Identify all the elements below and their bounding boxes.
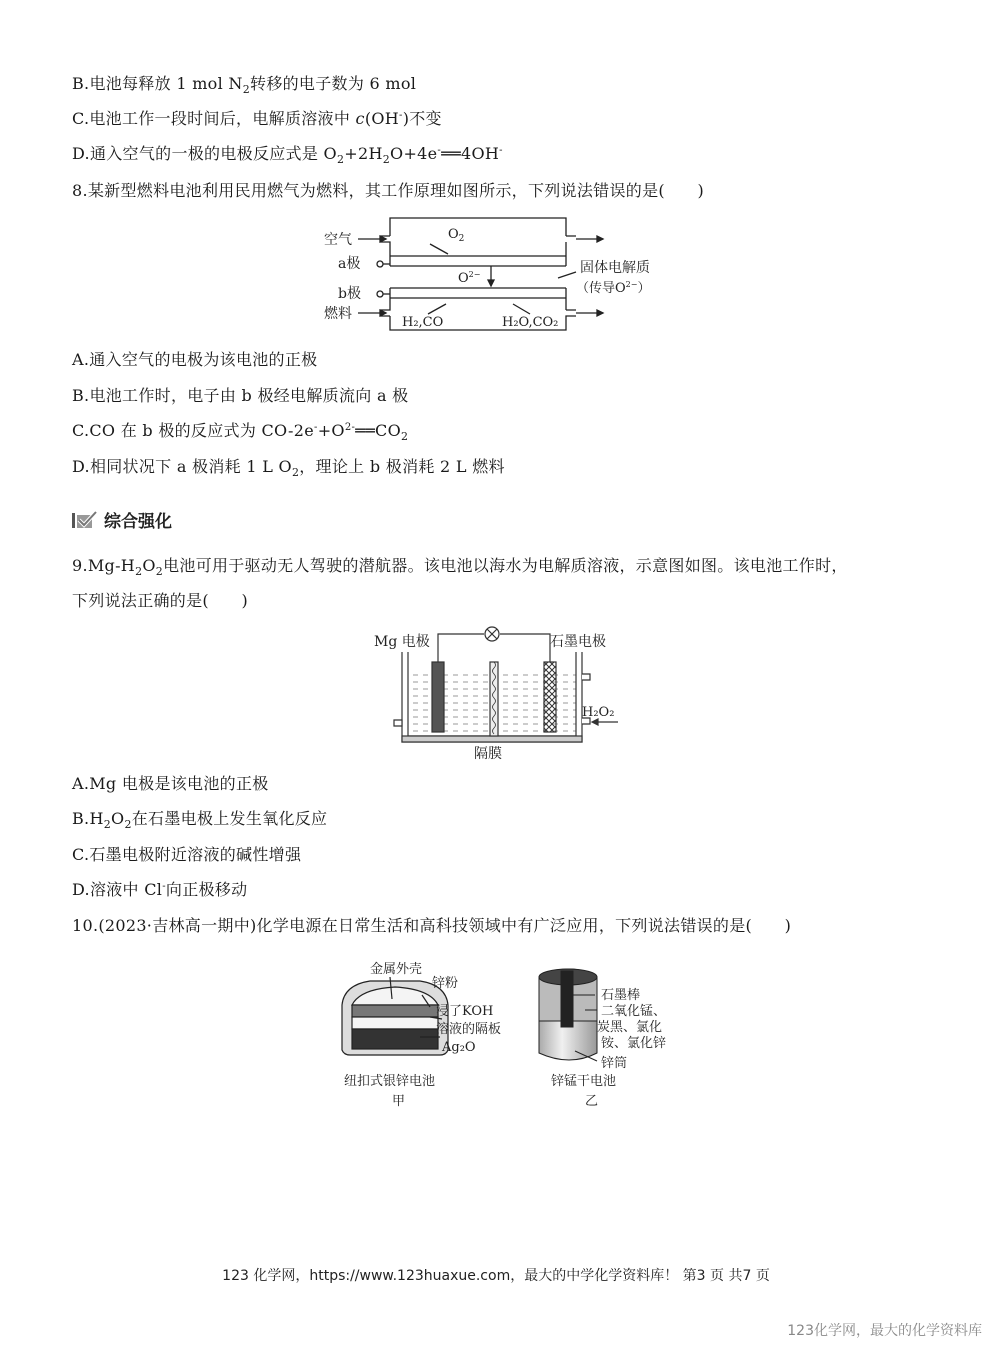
- subscript: 2: [458, 234, 465, 244]
- oxide-ion-label: O: [458, 271, 469, 286]
- superscript: -: [162, 881, 166, 892]
- superscript: -: [314, 422, 318, 433]
- q8-stem: 8.某新型燃料电池利用民用燃气为燃料，其工作原理如图所示，下列说法错误的是( ): [72, 181, 705, 200]
- text: 在石墨电极上发生氧化反应: [131, 809, 328, 828]
- text: ）: [637, 281, 651, 296]
- text: B.电池每释放 1 mol N: [72, 74, 243, 93]
- superscript: 2-: [344, 422, 356, 433]
- subscript: 2: [103, 818, 112, 831]
- subscript: 2: [291, 466, 300, 479]
- text: D.溶液中 Cl: [72, 880, 163, 899]
- checkbox-check-icon: [72, 510, 96, 530]
- text: D.相同状况下 a 极消耗 1 L O: [72, 457, 292, 476]
- separator-label-2: 溶液的隔板: [436, 1022, 502, 1037]
- text: O: [111, 809, 125, 828]
- text: ══CO: [355, 421, 401, 440]
- mg-electrode-label: Mg 电极: [374, 634, 430, 650]
- graphite-rod-label: 石墨棒: [601, 988, 641, 1003]
- text: )不变: [402, 109, 442, 128]
- mixture-label-2: 炭黑、氯化: [597, 1020, 663, 1035]
- section-header: [72, 507, 172, 532]
- text: 9.Mg-H: [72, 556, 136, 575]
- q7-option-b: [72, 73, 416, 95]
- ag2o-label: Ag₂O: [442, 1040, 476, 1055]
- button-cell-diagram: [330, 955, 520, 1110]
- mixture-label-3: 铵、氯化锌: [601, 1036, 667, 1051]
- q9-stem-line1: [72, 555, 848, 577]
- reactant-label: H₂,CO: [402, 315, 444, 330]
- q8-option-c: [72, 420, 408, 442]
- superscript: -: [399, 110, 403, 121]
- dry-cell-diagram: [525, 955, 685, 1110]
- zinc-can-label: 锌筒: [601, 1056, 628, 1071]
- section-title: 综合强化: [104, 512, 172, 532]
- product-label: H₂O,CO₂: [502, 315, 559, 330]
- q8-option-b: B.电池工作时，电子由 b 极经电解质流向 a 极: [72, 386, 409, 405]
- subscript: 2: [242, 83, 251, 96]
- b-pole-label: b极: [338, 286, 361, 302]
- superscript: -: [499, 145, 503, 156]
- mg-h2o2-cell-diagram: [372, 622, 622, 762]
- q10-stem: 10.(2023·吉林高一期中)化学电源在日常生活和高科技领域中有广泛应用，下列说法错误的是( ): [72, 916, 792, 935]
- q7-option-d: [72, 143, 503, 165]
- figure-label-jia: 甲: [392, 1094, 406, 1109]
- text: +O: [317, 421, 345, 440]
- q7-option-c: [72, 108, 442, 130]
- text: D.通入空气的一极的电极反应式是 O: [72, 144, 337, 163]
- fuel-label: 燃料: [324, 306, 352, 322]
- text: (OH: [364, 109, 400, 128]
- svg-text:（传导O2−）: [576, 280, 650, 296]
- shell-label: 金属外壳: [370, 962, 423, 977]
- q9-option-b: [72, 808, 327, 830]
- text: C.电池工作一段时间后，电解质溶液中: [72, 109, 356, 128]
- superscript: 2−: [625, 280, 638, 289]
- o2-label: O: [448, 227, 459, 242]
- separator-label-1: 浸了KOH: [436, 1004, 494, 1019]
- q9-option-a: A.Mg 电极是该电池的正极: [72, 774, 269, 793]
- conduct-label: （传导O: [576, 281, 626, 296]
- electrolyte-label: 固体电解质: [580, 260, 650, 276]
- a-pole-label: a极: [338, 256, 361, 272]
- subscript: 2: [382, 153, 391, 166]
- button-cell-name: 纽扣式银锌电池: [344, 1074, 436, 1089]
- text: O+4e: [390, 144, 438, 163]
- text: ══4OH: [441, 144, 500, 163]
- subscript: 2: [155, 565, 164, 578]
- subscript: 2: [124, 818, 132, 831]
- superscript: 2−: [468, 270, 481, 279]
- svg-text:O2: [448, 227, 464, 244]
- fuel-cell-diagram: [318, 210, 678, 335]
- text: O: [142, 556, 156, 575]
- page-footer: 123 化学网，https://www.123huaxue.com，最大的中学化学资料库！ 第3 页 共7 页: [222, 1268, 770, 1284]
- watermark: 123化学网，最大的化学资料库: [787, 1323, 982, 1339]
- text: c: [355, 109, 365, 128]
- air-label: 空气: [324, 232, 352, 248]
- text: C.CO 在 b 极的反应式为 CO-2e: [72, 421, 315, 440]
- mixture-label-1: 二氧化锰、: [601, 1004, 667, 1019]
- text: 向正极移动: [165, 880, 248, 899]
- text: B.H: [72, 809, 104, 828]
- q9-stem-line2: 下列说法正确的是( ): [72, 591, 249, 610]
- subscript: 2: [336, 153, 345, 166]
- zinc-powder-label: 锌粉: [432, 976, 459, 991]
- dry-cell-name: 锌锰干电池: [551, 1074, 617, 1089]
- svg-text:O2−: [458, 270, 480, 286]
- subscript: 2: [135, 565, 143, 578]
- text: +2H: [344, 144, 383, 163]
- q9-option-d: [72, 879, 247, 901]
- text: ，理论上 b 极消耗 2 L 燃料: [299, 457, 505, 476]
- membrane-label: 隔膜: [474, 746, 502, 762]
- text: 电池可用于驱动无人驾驶的潜航器。该电池以海水为电解质溶液，示意图如图。该电池工作时，: [163, 556, 848, 575]
- superscript: -: [437, 145, 442, 156]
- text: 转移的电子数为 6 mol: [250, 74, 417, 93]
- graphite-electrode-label: 石墨电极: [550, 634, 606, 650]
- subscript: 2: [401, 430, 409, 443]
- q8-option-a: A.通入空气的电极为该电池的正极: [72, 350, 318, 369]
- h2o2-label: H₂O₂: [582, 705, 615, 720]
- q8-option-d: [72, 456, 505, 478]
- q9-option-c: C.石墨电极附近溶液的碱性增强: [72, 845, 302, 864]
- figure-label-yi: 乙: [585, 1094, 599, 1109]
